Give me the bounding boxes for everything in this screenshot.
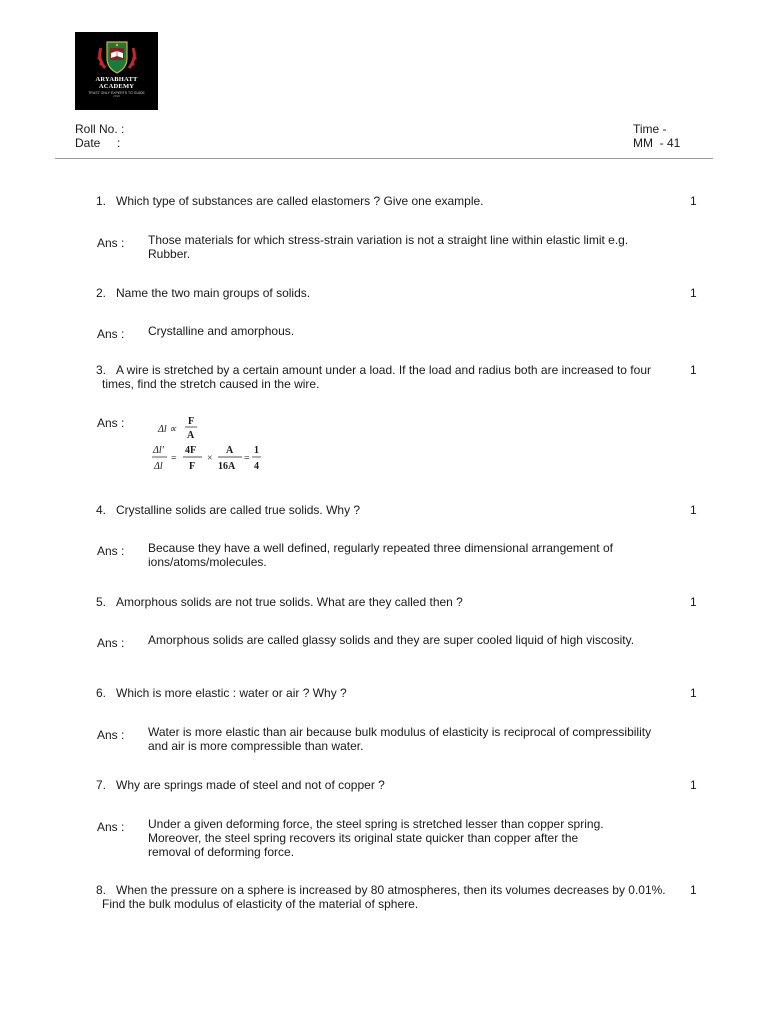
- answer-7: [97, 817, 687, 859]
- formula-a2: A: [226, 445, 234, 456]
- question-2-marks: 1: [690, 286, 697, 300]
- question-6-marks: 1: [690, 686, 697, 700]
- formula-a: A: [187, 430, 195, 441]
- answer-4: [97, 541, 667, 569]
- answer-line-3: removal of deforming force.: [148, 845, 295, 859]
- answer-label: Ans :: [97, 820, 125, 834]
- question-text: Name the two main groups of solids.: [116, 286, 311, 300]
- answer-5: [97, 633, 667, 650]
- logo-name-line1: ARYABHATT: [95, 76, 138, 83]
- question-number: 7.: [96, 778, 107, 792]
- formula-f2: F: [189, 461, 196, 472]
- formula-result-num: 1: [254, 445, 259, 456]
- question-text: A wire is stretched by a certain amount under a load. If the load and radius both are increased to four times, find the stretch caused in the wire.: [102, 363, 651, 391]
- answer-line-2: Moreover, the steel spring recovers its original state quicker than copper after the: [148, 831, 579, 845]
- academy-logo: [75, 32, 158, 110]
- logo-tagline: TRUST ONLY EXPERTS TO GUIDE: [88, 91, 145, 95]
- question-5-marks: 1: [690, 595, 697, 609]
- answer-text: Crystalline and amorphous.: [148, 324, 295, 338]
- question-8-marks: 1: [690, 883, 697, 897]
- question-4-marks: 1: [690, 503, 697, 517]
- question-3-marks: 1: [690, 363, 697, 377]
- question-8: [96, 883, 682, 911]
- question-1-marks: 1: [690, 194, 697, 208]
- answer-label: Ans :: [97, 636, 125, 650]
- question-number: 8.: [96, 883, 107, 897]
- question-6: [96, 686, 682, 700]
- question-2: [96, 286, 682, 300]
- question-text: Which is more elastic : water or air ? Why ?: [116, 686, 347, 700]
- stretch-formula: [150, 414, 280, 476]
- question-text: Why are springs made of steel and not of copper ?: [116, 778, 385, 792]
- answer-label: Ans :: [97, 728, 125, 742]
- formula-eq2: =: [244, 453, 250, 464]
- answer-6: [97, 725, 667, 753]
- formula-f: F: [188, 416, 195, 427]
- header-right: [633, 122, 680, 150]
- answer-text: Because they have a well defined, regularly repeated three dimensional arrangement of ions/atoms/molecules.: [148, 541, 613, 569]
- formula-proportional: Δl ∝: [158, 424, 177, 435]
- answer-1: [97, 233, 667, 261]
- date-label: Date :: [75, 136, 121, 150]
- answer-text: Amorphous solids are called glassy solids and they are super cooled liquid of high viscosity.: [148, 633, 635, 647]
- formula-4f: 4F: [185, 445, 197, 456]
- question-5: [96, 595, 682, 609]
- question-4: [96, 503, 682, 517]
- question-3: [96, 363, 682, 391]
- question-7-marks: 1: [690, 778, 697, 792]
- answer-label: Ans :: [97, 416, 125, 430]
- question-text: Which type of substances are called elastomers ? Give one example.: [116, 194, 484, 208]
- roll-no-label: Roll No. :: [75, 122, 125, 136]
- answer-2: [97, 324, 667, 341]
- formula-dl-prime: Δl′: [153, 445, 164, 456]
- formula-16a: 16A: [218, 461, 236, 472]
- question-7: [96, 778, 682, 792]
- answer-label: Ans :: [97, 236, 125, 250]
- question-number: 5.: [96, 595, 107, 609]
- max-marks-label: MM - 41: [633, 136, 681, 150]
- formula-dl: Δl: [154, 461, 163, 472]
- logo-name-line2: ACADEMY: [98, 83, 135, 90]
- time-label: Time -: [633, 122, 667, 136]
- shield-crest-icon: [95, 36, 139, 76]
- formula-times: ×: [207, 453, 213, 464]
- question-number: 1.: [96, 194, 107, 208]
- header-left: [75, 122, 124, 150]
- logo-small-text: 2019: [113, 94, 120, 98]
- question-number: 4.: [96, 503, 107, 517]
- question-1: [96, 194, 682, 208]
- formula-eq1: =: [171, 453, 177, 464]
- answer-line-1: Under a given deforming force, the steel spring is stretched lesser than copper spring.: [148, 817, 604, 831]
- question-number: 6.: [96, 686, 107, 700]
- answer-label: Ans :: [97, 544, 125, 558]
- answer-label: Ans :: [97, 327, 125, 341]
- question-text: Amorphous solids are not true solids. What are they called then ?: [116, 595, 463, 609]
- formula-result-den: 4: [254, 461, 259, 472]
- question-text: When the pressure on a sphere is increased by 80 atmospheres, then its volumes decreases by 0.01%. Find the bulk modulus of elasticity of the material of sphere.: [102, 883, 666, 911]
- header-divider: [55, 158, 713, 159]
- question-text: Crystalline solids are called true solids. Why ?: [116, 503, 361, 517]
- answer-text: Those materials for which stress-strain variation is not a straight line within elastic limit e.g. Rubber.: [148, 233, 629, 261]
- answer-text: Water is more elastic than air because bulk modulus of elasticity is reciprocal of compressibility and air is more compressible than water.: [148, 725, 652, 753]
- question-number: 3.: [96, 363, 107, 377]
- question-number: 2.: [96, 286, 107, 300]
